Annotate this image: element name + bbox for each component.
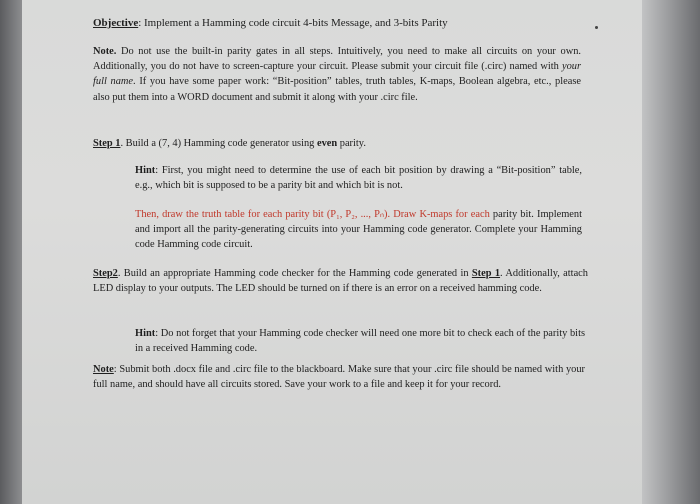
step2-ref: Step 1 xyxy=(471,268,501,279)
background-left xyxy=(0,0,22,504)
step1-label: Step 1 xyxy=(93,138,121,149)
document-page xyxy=(22,0,642,504)
step1-bold: even xyxy=(316,138,338,149)
background-right xyxy=(642,0,700,504)
note-text-1: Do not use the built-in parity gates in all steps. Intuitively, you need to make all circuits on your own. Additionally, you do not have to screen-capture your circuit. Please submit your circuit file (.circ) named with xyxy=(93,46,581,73)
hint2-label: Hint xyxy=(135,328,156,339)
objective-line xyxy=(93,16,613,31)
note2-paragraph xyxy=(93,362,585,392)
step2-label: Step2 xyxy=(93,268,118,279)
step1-line xyxy=(93,136,593,151)
step2-paragraph xyxy=(93,266,588,296)
step2-text-1: . Build an appropriate Hamming code checker for the Hamming code generated in xyxy=(117,268,472,279)
hint2-text: : Do not forget that your Hamming code checker will need one more bit to check each of the parity bits in a received Hamming code. xyxy=(135,328,585,355)
note-italic: your full name xyxy=(93,61,581,88)
then1-text: parity bit. Implement and import all the parity-generating circuits into your Hamming code generator. Complete your Hamming code Hamming code circuit. xyxy=(135,209,583,251)
hint2-paragraph xyxy=(135,326,585,356)
note2-text: : Submit both .docx file and .circ file to the blackboard. Make sure that your .circ file should be named with your full name, and should have all circuits stored. Save your work to a file and keep it for your record. xyxy=(93,364,585,391)
note-label: Note. xyxy=(93,46,117,57)
hint1-paragraph xyxy=(135,163,582,193)
step1-text-2: parity. xyxy=(337,138,366,149)
then1-paragraph xyxy=(135,207,582,253)
note2-label: Note xyxy=(93,364,114,375)
hint1-label: Hint xyxy=(135,165,156,176)
then1-red-text: Then, draw the truth table for each parity bit (P₁, P₂, ..., Pₙ). Draw K-maps for each xyxy=(135,209,490,220)
note-text-2: . If you have some paper work: “Bit-position” tables, truth tables, K-maps, Boolean algebra, etc., please also put them into a WORD document and submit it along with your .circ file. xyxy=(93,76,581,103)
step1-text-1: . Build a (7, 4) Hamming code generator using xyxy=(120,138,317,149)
note-paragraph xyxy=(93,44,581,105)
hint1-text: : First, you might need to determine the use of each bit position by drawing a “Bit-position” table, e.g., which bit is supposed to be a parity bit and which bit is not. xyxy=(135,165,582,192)
objective-text: : Implement a Hamming code circuit 4-bits Message, and 3-bits Parity xyxy=(138,17,448,29)
step2-text-2: . Additionally, attach LED display to your outputs. The LED should be turned on if there is an error on a received hamming code. xyxy=(93,268,588,295)
objective-label: Objective xyxy=(93,17,139,29)
